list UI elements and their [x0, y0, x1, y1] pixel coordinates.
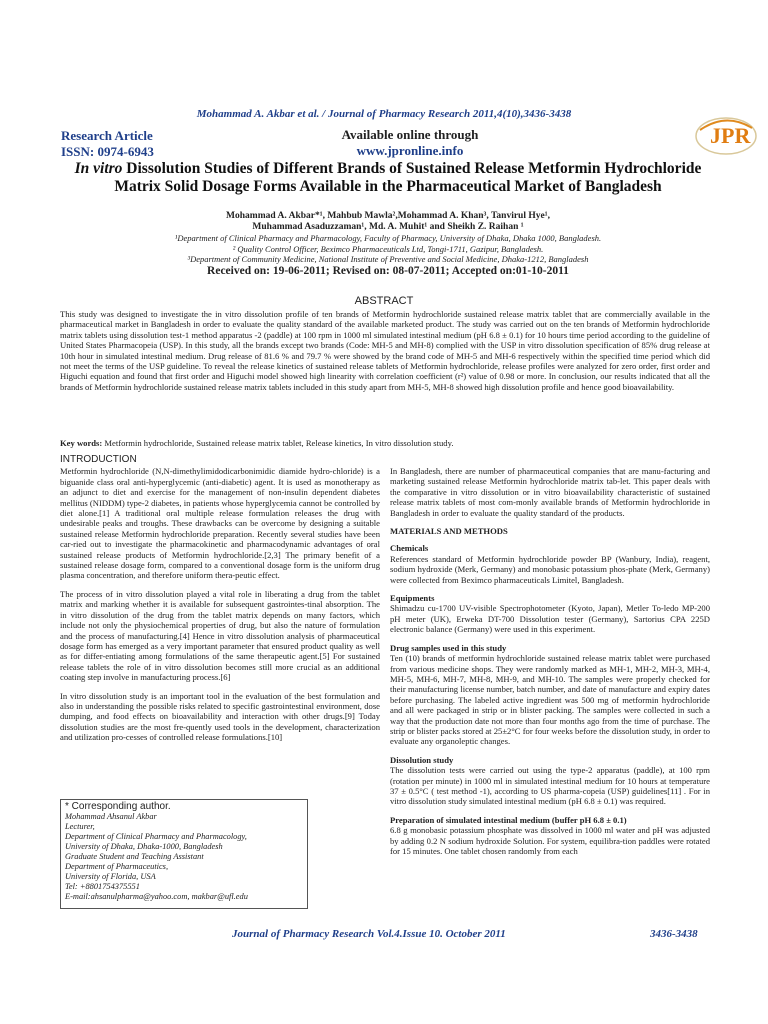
article-type-block	[61, 128, 154, 160]
affiliations	[60, 233, 716, 265]
title-rest: Dissolution Studies of Different Brands of Sustained Release Metformin Hydrochloride Matrix Solid Dosage Forms Available in the Pharmaceutical Market of Bangladesh	[114, 160, 702, 195]
preparation-heading: Preparation of simulated intestinal medium (buffer pH 6.8 ± 0.1)	[390, 814, 627, 825]
keywords-text: Metformin hydrochloride, Sustained release matrix tablet, Release kinetics, In vitro dissolution study.	[102, 438, 454, 448]
corr-line: University of Dhaka, Dhaka-1000, Bangladesh	[65, 842, 223, 851]
issn: ISSN: 0974-6943	[61, 144, 154, 159]
keywords-label: Key words:	[60, 438, 103, 448]
corresponding-heading: * Corresponding author.	[65, 801, 171, 812]
article-title	[60, 160, 716, 196]
affiliation-3: ³Department of Community Medicine, National Institute of Preventive and Social Medicine, Dhaka-1212, Bangladesh	[187, 254, 589, 264]
footer-pages: 3436-3438	[650, 928, 698, 940]
corr-line: Graduate Student and Teaching Assistant	[65, 852, 204, 861]
available-online-label: Available online through	[341, 127, 479, 142]
intro-paragraph-1: Metformin hydrochloride (N,N-dimethylimidodicarbonimidic diamide hydro-chloride) is a biguanide class oral anti-hyperglycemic (anti-diabetic) agent. It is used as monotherapy as an adjunct to diet and exercise for the management of non-insulin dependent diabetes mellitus (NIDDM) type-2 diabetes, in patients whose hyperglycemia cannot be controlled by diet alone.[1] A traditional oral multiple release formulation releases the drug with undesirable peaks and troughs. These drawbacks can be overcome by designing a suitable sustained release Metformin hydrochloride preparation. Recently several studies have been car-ried out to investigate the pharmacokinetic and pharmacodynamic advantages of oral sustained release products of Metformin hydrochloride.[2,3] The primary benefit of a sustained release dosage form, compared to a conventional dosage form is the uniform drug plasma concentration, and therefore uniform thera-peutic effect.	[60, 466, 380, 581]
corr-line: Lecturer,	[65, 822, 95, 831]
corr-email[interactable]: E-mail:ahsanulpharma@yahoo.com, makbar@ufl.edu	[65, 892, 248, 901]
abstract-text: This study was designed to investigate the in vitro dissolution profile of ten brands of Metformin hydrochloride sustained release matrix tablet that are commercially available in the pharmaceutical market in Bangladesh in order to evaluate the quality standard of the available marketed product. The study was carried out on the ten brands of Metformin hydrochloride matrix tablets using dissolution test-1 method apparatus -2 (paddle) at 100 rpm in 1000 ml simulated intestinal medium (pH 6.8 ± 0.1) for 10 hours time period according to the guideline of United States Pharmacopeia (USP). In this study, all the brands except two brands (Code: MH-5 and MH-8) complied with the USP in vitro dissolution specification of 85% drug release at 10th hour in simulated intestinal medium. Drug release of 81.6 % and 79.7 % were showed by the brand code of MH-5 and MH-6 respectively within the specified time period which did not meet the terms of the USP guideline. To reveal the release kinetics of sustained release tablets of Metformin hydrochloride, release profiles were analyzed for zero order, first order and Higuchi equation and found that first order and Higuchi model showed high linearity with correlation coefficient (r²) value of 0.98 or more. In conclusion, our results indicated that all the brands of Metformin hydrochloride sustained release matrix tablets included in this study apart from MH-5, MH-8 showed high dissolution profile and hence good bioavailability.	[60, 309, 710, 392]
jpr-logo-icon	[686, 110, 758, 158]
corr-line: Mohammad Ahsanul Akbar	[65, 812, 157, 821]
corr-line: Department of Pharmaceutics,	[65, 862, 169, 871]
corr-line: Department of Clinical Pharmacy and Pharmacology,	[65, 832, 247, 841]
keywords	[60, 438, 710, 448]
corr-phone: Tel: +8801754375551	[65, 882, 140, 891]
intro-paragraph-3: In vitro dissolution study is an important tool in the evaluation of the best formulation and also in understanding the possible risks related to specific gastrointestinal environment, dose dumping, and food effects on bioavailability and interaction with other drugs.[9] Today dissolution studies are the most fre-quently used tools in the development, characterization and utilization pro-cesses of controlled release formulations.[10]	[60, 690, 380, 743]
drug-samples-text: Ten (10) brands of metformin hydrochloride sustained release matrix tablet were purchased from various medicine shops. They were randomly marked as MH-1, MH-2, MH-3, MH-4, MH-5, MH-6, MH-7, MH-8, MH-9, and MH-10. The samples were properly checked for their manufacturing license number, batch number, and date of manufacture and expiry dates before purchasing. The labeled active ingredient was 500 mg of metformin hydrochloride and all were packaged in strip or in blister packing. The samples were collected in such a way that the production date not more than four months ago from the time of purchase. The strip or blister packs stored at 25±2°C for four weeks before the dissolution study, in order to evaluate any organoleptic changes.	[390, 653, 710, 747]
affiliation-1: ¹Department of Clinical Pharmacy and Pharmacology, Faculty of Pharmacy, University of Dhaka, Dhaka 1000, Bangladesh.	[174, 233, 602, 243]
affiliation-2: ² Quality Control Officer, Beximco Pharmaceuticals Ltd, Tongi-1711, Gazipur, Bangladesh.	[232, 243, 544, 254]
materials-methods-heading: MATERIALS AND METHODS	[390, 526, 508, 537]
author-list	[80, 211, 696, 232]
availability-block	[250, 127, 570, 159]
title-italic: In vitro	[74, 160, 123, 177]
equipments-heading: Equipments	[390, 593, 435, 604]
footer-journal: Journal of Pharmacy Research Vol.4.Issue 10. October 2011	[232, 928, 506, 940]
svg-text:JPR: JPR	[710, 123, 751, 148]
intro-paragraph-2: The process of in vitro dissolution played a vital role in liberating a drug from the tablet matrix and marking whether it is available for subsequent gastrointes-tinal absorption. The in vitro dissolution of the drug from the tablet matrix depends on many factors, which include not only the physiochemical properties of drug, but also the nature of formulation and the process of manufacturing.[4] Hence in vitro dissolution analysis of pharmaceutical dosage form has emerged as a very important parameter that ensured product quality as well as for differ-entiating among formulations of the same therapeutic agent.[5] For sustained release tablets the role of in vitro dissolution becomes still more crucial as an additional coating step involve in manufacturing process.[6]	[60, 588, 380, 683]
corresponding-author-box	[60, 799, 308, 909]
abstract-heading: ABSTRACT	[354, 295, 414, 307]
drug-samples-heading: Drug samples used in this study	[390, 642, 507, 653]
chemicals-heading: Chemicals	[390, 543, 429, 554]
authors-line-2: Muhammad Asaduzzaman¹, Md. A. Muhit¹ and Sheikh Z. Raihan ¹	[252, 221, 524, 232]
right-paragraph-1: In Bangladesh, there are number of pharmaceutical companies that are manu-facturing and marketing sustained release Metformin hydrochloride matrix tab-let. This paper deals with the comparative in vitro dissolution or in vitro bioavailability characteristic of sustained release matrix tablets of most com-monly available brands of Metformin hydrochloride in Bangladesh in order to evaluate the quality standard of the products.	[390, 466, 710, 518]
introduction-heading: INTRODUCTION	[60, 454, 137, 465]
right-column	[390, 466, 710, 864]
preparation-text: 6.8 g monobasic potassium phosphate was dissolved in 1000 ml water and pH was adjusted by adding 0.2 N sodium hydroxide Solution. For system, equilibra-tion paddles were rotated for 15 minutes. One tablet chosen randomly from each	[390, 825, 710, 856]
authors-line-1: Mohammad A. Akbar*¹, Mahbub Mawla²,Mohammad A. Khan³, Tanvirul Hye¹,	[226, 211, 550, 221]
website-link[interactable]: www.jpronline.info	[356, 143, 464, 158]
left-column	[60, 455, 380, 751]
equipments-text: Shimadzu cu-1700 UV-visible Spectrophotometer (Kyoto, Japan), Metler To-ledo MP-200 pH meter (UK), Erweka DT-700 Dissolution tester (Germany), Sartorius CPA 225D electronic balance (Germany) were used in this experiment.	[390, 603, 710, 635]
corr-line: University of Florida, USA	[65, 872, 156, 881]
received-dates: Received on: 19-06-2011; Revised on: 08-07-2011; Accepted on:01-10-2011	[207, 265, 569, 277]
dissolution-heading: Dissolution study	[390, 754, 454, 765]
journal-citation: Mohammad A. Akbar et al. / Journal of Pharmacy Research 2011,4(10),3436-3438	[196, 108, 572, 120]
article-type: Research Article	[61, 128, 153, 143]
dissolution-text: The dissolution tests were carried out using the type-2 apparatus (paddle), at 100 rpm (rotation per minute) in 1000 ml in simulated intestinal medium for 10 hours at temperature 37 ± 0.5°C ( test method -1), according to US pharma-copeia (USP) guidelines[11] . For in vitro dissolution study simulated intestinal medium (pH 6.8 ± 0.1) was required.	[390, 765, 710, 807]
chemicals-text: References standard of Metformin hydrochloride powder BP (Wanbury, India), reagent, sodium hydroxide (Merk, Germany) and monobasic potassium phos-phate (Merk, Germany) were collected from Beximco pharmaceuticals Limitel, Bangladesh.	[390, 553, 710, 585]
